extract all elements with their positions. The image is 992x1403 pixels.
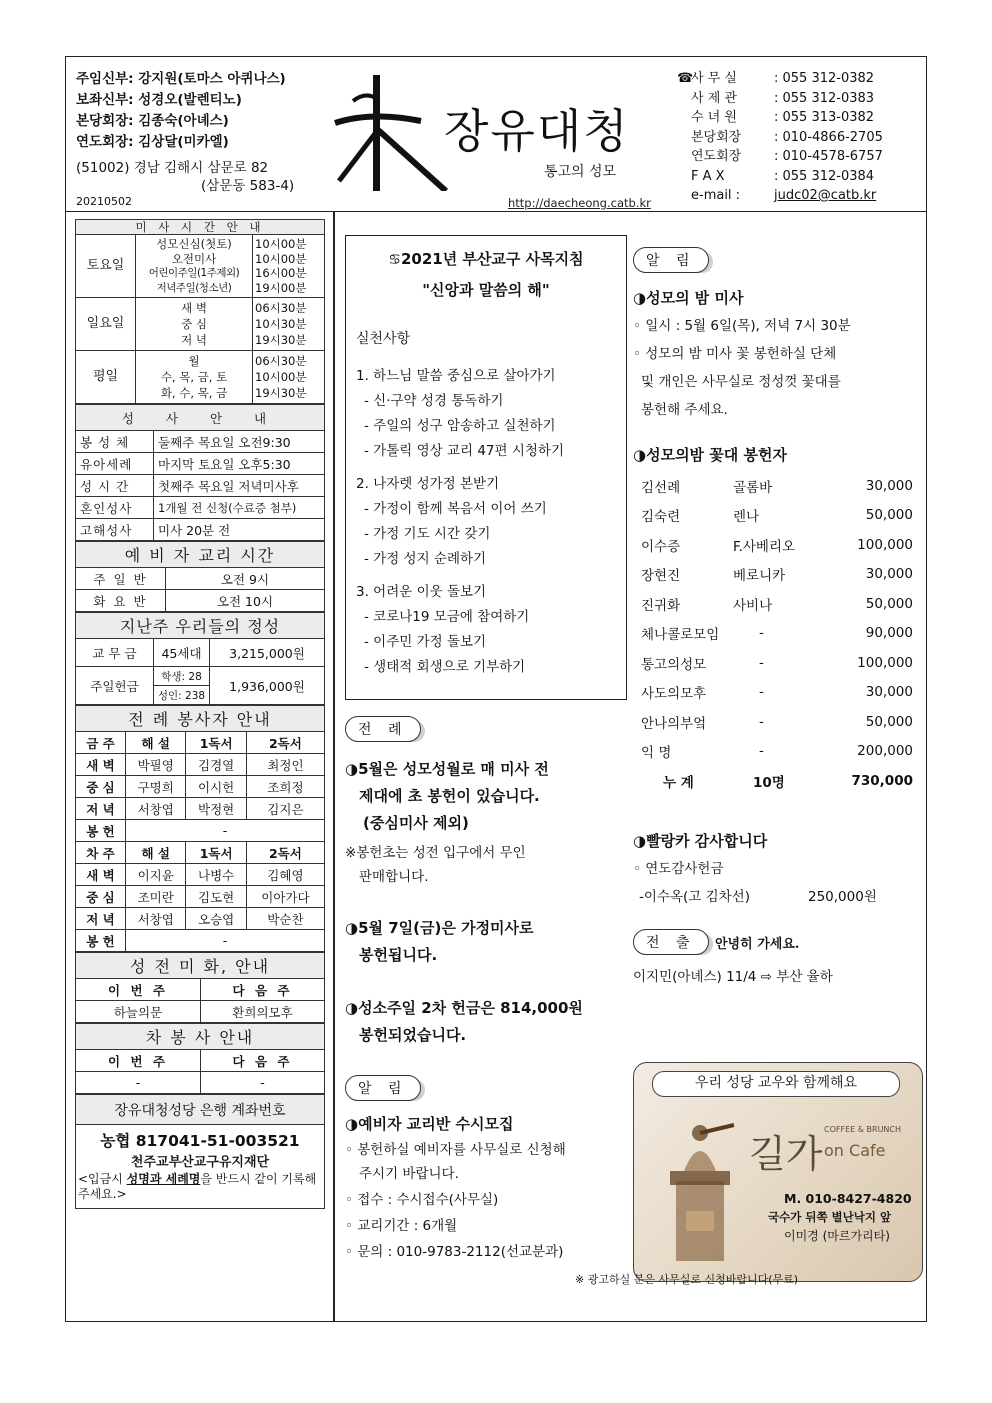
- tea-head: 다 음 주: [201, 1050, 325, 1072]
- tithe-amount: 3,215,000원: [210, 639, 325, 667]
- donor-name: 안나의부엌: [641, 715, 707, 732]
- minister-name: 구명희: [126, 776, 186, 798]
- donor-baptism: 렌나: [733, 509, 760, 526]
- minister-name: 이아가다: [246, 886, 324, 908]
- offering-title: 지난주 우리들의 정성: [76, 613, 325, 639]
- pastoral-item: - 신·구약 성경 통독하기: [364, 393, 504, 409]
- flowers-table: [75, 952, 325, 1023]
- cafe-tagline: COFFEE & BRUNCH: [824, 1125, 902, 1134]
- donor-amount: 90,000: [865, 625, 913, 642]
- pastoral-item: 3. 어려운 이웃 돌보기: [356, 584, 487, 600]
- catechumen-label: 화 요 반: [76, 590, 166, 612]
- minister-name: 이지윤: [126, 864, 186, 886]
- minister-head: 차 주: [76, 842, 126, 864]
- mass-time: 10시30분: [255, 317, 307, 331]
- pastoral-item: - 이주민 가정 돌보기: [364, 634, 487, 650]
- minister-name: 최정인: [246, 754, 324, 776]
- contact-value: : 010-4578-6757: [774, 149, 883, 164]
- minister-mass: 저 녁: [76, 908, 126, 930]
- sacrament-value: 마지막 토요일 오후5:30: [154, 453, 325, 475]
- donor-amount: 50,000: [865, 713, 913, 730]
- minister-head: 1독서: [186, 842, 246, 864]
- right-column: [633, 247, 923, 991]
- pastoral-item: 1. 하느님 말씀 중심으로 살아가기: [356, 368, 556, 384]
- liturgy-notice: ◑5월은 성모성월로 매 미사 전: [345, 760, 549, 778]
- mass-name: 저 녁: [181, 333, 207, 347]
- parishioner-ad: [633, 1062, 923, 1282]
- sacrament-table: [75, 404, 325, 541]
- address: [76, 159, 294, 195]
- donor-sum-count: 10명: [753, 774, 785, 791]
- transfer-line: 이지민(아녜스) 11/4 ⇨ 부산 율하: [633, 968, 833, 985]
- minister-name: -: [126, 820, 325, 842]
- donor-amount: 50,000: [865, 595, 913, 612]
- liturgy-notice: ◑5월 7일(금)은 가정미사로: [345, 919, 534, 937]
- bulletin-page: [65, 56, 927, 1322]
- thanks-amount: 250,000원: [808, 888, 877, 905]
- donor-table: [641, 471, 913, 796]
- minister-head: 해 설: [126, 842, 186, 864]
- note-part: <입금시: [78, 1172, 127, 1186]
- bulletin-subtitle: 통고의 성모: [544, 164, 617, 180]
- recruit-line: ◦ 접수 : 수시접수(사무실): [345, 1192, 499, 1208]
- sacrament-label: 고해성사: [76, 519, 154, 541]
- donor-baptism: -: [759, 743, 764, 760]
- minister-mass: 봉 헌: [76, 930, 126, 952]
- tea-title: 차 봉 사 안내: [76, 1024, 325, 1050]
- note-part: 을 반드시 같이 기록해 주세요.>: [78, 1172, 317, 1201]
- mass-name: 어린이주일(1주제외): [148, 267, 240, 279]
- flowers-value: 하늘의문: [76, 1001, 201, 1023]
- ministers-title: 전 례 봉사자 안내: [76, 706, 325, 732]
- address-line2: (삼문동 583-4): [201, 178, 295, 194]
- liturgy-notice: (중심미사 제외): [363, 814, 469, 832]
- sunday-offering-amount: 1,936,000원: [210, 667, 325, 705]
- liturgy-notice: ◑성소주일 2차 헌금은 814,000원: [345, 999, 583, 1017]
- coffee-grinder-icon: [654, 1111, 744, 1271]
- donor-baptism: -: [759, 654, 764, 671]
- donor-baptism: 골롬바: [733, 479, 773, 496]
- minister-mass: 봉 헌: [76, 820, 126, 842]
- mass-time: 06시30분: [255, 354, 307, 368]
- farewell-text: 안녕히 가세요.: [715, 936, 800, 952]
- mass-names: [136, 298, 253, 351]
- donor-name: 이수증: [641, 538, 681, 555]
- minister-head: 2독서: [246, 732, 324, 754]
- flowers-title: 성 전 미 화, 안내: [76, 953, 325, 979]
- contact-key: F A X: [691, 168, 725, 184]
- donor-name: 김선례: [641, 479, 681, 496]
- sacrament-label: 성 시 간: [76, 475, 154, 497]
- cafe-location: 국수가 뒤쪽 별난낙지 앞: [768, 1210, 892, 1224]
- tea-head: 이 번 주: [76, 1050, 201, 1072]
- issue-date: 20210502: [76, 195, 132, 208]
- note-emphasis: 성명과 세례명: [126, 1172, 201, 1186]
- sacrament-value: 미사 20분 전: [154, 519, 325, 541]
- donor-name: 통고의성모: [641, 656, 707, 673]
- minister-name: 서창엽: [126, 908, 186, 930]
- contact-key: 본당회장: [691, 129, 742, 145]
- bank-title: 장유대청성당 은행 계좌번호: [76, 1095, 325, 1125]
- mass-time: 10시00분: [255, 237, 307, 251]
- bank-organization: 천주교부산교구유지재단: [130, 1155, 270, 1170]
- pastoral-item: - 주일의 성구 암송하고 실천하기: [364, 418, 556, 434]
- tithe-label: 교 무 금: [76, 639, 154, 667]
- donor-amount: 50,000: [865, 507, 913, 524]
- ministers-table: [75, 705, 325, 952]
- donor-name: 김숙련: [641, 509, 681, 526]
- pastoral-guideline-box: [345, 235, 627, 700]
- donor-amount: 100,000: [857, 654, 913, 671]
- donor-sum-label: 누 계: [663, 774, 694, 791]
- pastoral-title-text: 2021년 부산교구 사목지침: [400, 250, 584, 268]
- tea-table: [75, 1023, 325, 1094]
- sacrament-title: 성 사 안 내: [76, 405, 325, 431]
- contact-value: : 055 312-0384: [774, 168, 875, 184]
- middle-column: [345, 235, 627, 1264]
- email-link[interactable]: judc02@catb.kr: [774, 188, 877, 203]
- donor-amount: 30,000: [865, 477, 913, 494]
- phone-icon: ☎: [677, 71, 694, 86]
- sunday-offering-label: 주일헌금: [76, 667, 154, 705]
- thanks-donor-row: [633, 883, 923, 911]
- donor-name: 장현진: [641, 568, 681, 585]
- sacrament-value: 1개월 전 신청(수료증 첨부): [154, 497, 325, 519]
- mass-time: 19시30분: [255, 333, 307, 347]
- donor-sum-amount: 730,000: [851, 772, 913, 789]
- bank-account: 농협 817041-51-003521: [100, 1132, 300, 1150]
- tea-value: -: [76, 1072, 201, 1094]
- catechumen-table: [75, 541, 325, 612]
- mass-names: [136, 351, 253, 404]
- donor-baptism: F.사베리오: [733, 538, 796, 555]
- mass-name: 오전미사: [171, 251, 217, 266]
- donor-amount: 200,000: [857, 743, 913, 760]
- mass-name: 중 심: [181, 317, 207, 331]
- mass-time: 16시00분: [255, 266, 307, 280]
- mass-time: 19시30분: [255, 386, 307, 400]
- bank-table: [75, 1094, 325, 1125]
- minister-name: 김혜영: [246, 864, 324, 886]
- donor-baptism: -: [759, 713, 764, 730]
- notice1-title: ◑성모의 밤 미사: [633, 289, 744, 307]
- clergy-list: [76, 69, 294, 195]
- donor-baptism: -: [759, 684, 764, 701]
- pastoral-theme: "신앙과 말씀의 해": [422, 281, 550, 299]
- notice1-line: 및 개인은 사무실로 정성껏 꽃대를: [641, 374, 841, 390]
- minister-name: 나병수: [186, 864, 246, 886]
- mass-time: 19시00분: [255, 280, 307, 295]
- liturgy-pill-label: 전 례: [345, 716, 421, 742]
- bulletin-title: 장유대청: [444, 104, 630, 158]
- pastoral-item: - 가정 기도 시간 갖기: [364, 526, 491, 542]
- sacrament-label: 혼인성사: [76, 497, 154, 519]
- pastoral-item: - 가톨릭 영상 교리 47편 시청하기: [364, 443, 564, 459]
- minister-name: 조희정: [246, 776, 324, 798]
- contact-key: 수 녀 원: [691, 110, 737, 125]
- sacrament-value: 첫째주 목요일 저녁미사후: [154, 475, 325, 497]
- recruit-line: ◦ 문의 : 010-9783-2112(선교분과): [345, 1244, 564, 1260]
- contact-key: 연도회장: [691, 149, 742, 164]
- recruit-line: ◦ 봉헌하실 예비자를 사무실로 신청해: [345, 1142, 566, 1158]
- minister-mass: 새 벽: [76, 754, 126, 776]
- adult-count: 성인: 238: [154, 686, 210, 705]
- donor-amount: 100,000: [857, 536, 913, 553]
- left-column: [75, 219, 325, 1209]
- minister-mass: 새 벽: [76, 864, 126, 886]
- cafe-owner: 이미경 (마르가리타): [784, 1229, 890, 1243]
- minister-name: 박정현: [186, 798, 246, 820]
- liturgy-note: ※봉헌초는 성전 입구에서 무인: [345, 845, 526, 861]
- catechumen-recruit: [345, 1111, 627, 1264]
- tithe-count: 45세대: [154, 639, 210, 667]
- mass-schedule-table: [75, 219, 325, 404]
- minister-name: 이시헌: [186, 776, 246, 798]
- contact-key: 사 제 관: [691, 90, 737, 106]
- flowers-head: 다 음 주: [201, 979, 325, 1001]
- pastoral-item: 2. 나자렛 성가정 본받기: [356, 476, 500, 492]
- minister-mass: 중 심: [76, 776, 126, 798]
- pastoral-item: - 가정 성지 순례하기: [364, 551, 487, 567]
- contact-list: [677, 69, 883, 206]
- minister-head: 해 설: [126, 732, 186, 754]
- mass-day-label: 평일: [76, 351, 136, 404]
- website-link[interactable]: http://daecheong.catb.kr: [508, 196, 651, 210]
- mass-time: 10시00분: [255, 251, 307, 266]
- mass-time: 06시30분: [255, 301, 307, 315]
- liturgy-pill: [345, 716, 627, 748]
- contact-value: : 055 313-0382: [774, 110, 875, 125]
- mass-time: 10시00분: [255, 370, 307, 384]
- thanks-donor: -이수옥(고 김차선): [639, 888, 750, 905]
- sacrament-value: 둘째주 목요일 오전9:30: [154, 431, 325, 453]
- mass-times: [253, 235, 325, 298]
- mass-day-label: 일요일: [76, 298, 136, 351]
- mass-times: [253, 351, 325, 404]
- pastoral-item: - 생태적 회생으로 기부하기: [364, 659, 526, 675]
- notice1-line: 봉헌해 주세요.: [641, 402, 728, 418]
- pastoral-title: [356, 248, 616, 269]
- clergy-pastor: 주임신부: 강지원(토마스 아퀴나스): [76, 71, 286, 87]
- pastoral-subtitle: 실천사항: [356, 331, 411, 347]
- mass-day-label: 토요일: [76, 235, 136, 298]
- tea-value: -: [201, 1072, 325, 1094]
- notice2-pill: [345, 1075, 627, 1107]
- liturgy-notices: [345, 756, 627, 1049]
- liturgy-note: 판매합니다.: [359, 869, 429, 885]
- minister-name: -: [126, 930, 325, 952]
- catechumen-time: 오전 9시: [166, 568, 325, 590]
- cafe-name: on Cafe: [824, 1141, 886, 1160]
- minister-mass: 저 녁: [76, 798, 126, 820]
- minister-name: 조미란: [126, 886, 186, 908]
- offering-table: [75, 612, 325, 705]
- sacrament-label: 유아세례: [76, 453, 154, 475]
- notice2-pill-label: 알 림: [345, 1075, 421, 1101]
- email-label: e-mail :: [691, 188, 741, 203]
- cafe-logo: 길가: [749, 1132, 823, 1176]
- donor-amount: 30,000: [865, 684, 913, 701]
- recruit-line: 주시기 바랍니다.: [359, 1166, 459, 1182]
- ad-note: ※ 광고하실 분은 사무실로 신청바랍니다(무료): [575, 1273, 799, 1286]
- sacrament-label: 봉 성 체: [76, 431, 154, 453]
- bank-info: [75, 1125, 325, 1209]
- minister-name: 오승엽: [186, 908, 246, 930]
- donor-name: 사도의모후: [641, 686, 707, 703]
- donor-baptism: 베로니카: [733, 568, 786, 585]
- thanks-line: ◦ 연도감사헌금: [633, 860, 724, 877]
- student-count: 학생: 28: [154, 667, 210, 686]
- notice1-line: ◦ 일시 : 5월 6일(목), 저녁 7시 30분: [633, 318, 851, 334]
- donor-name: 진귀화: [641, 597, 681, 614]
- mass-name: 저녁주일(청소년): [156, 281, 232, 294]
- mass-name: 화, 수, 목, 금: [160, 386, 228, 400]
- clergy-assistant: 보좌신부: 성경오(발렌티노): [76, 92, 242, 108]
- mass-names: [136, 235, 253, 298]
- ad-title: 우리 성당 교우와 함께해요: [652, 1071, 900, 1097]
- minister-name: 박필영: [126, 754, 186, 776]
- pastoral-item: - 가정이 함께 복음서 이어 쓰기: [364, 501, 547, 517]
- header: [66, 57, 926, 212]
- liturgy-notice: 제대에 초 봉헌이 있습니다.: [359, 787, 540, 805]
- donor-amount: 30,000: [865, 566, 913, 583]
- catechumen-label: 주 일 반: [76, 568, 166, 590]
- donor-title: ◑성모의밤 꽃대 봉헌자: [633, 446, 787, 464]
- contact-value: : 010-4866-2705: [774, 129, 883, 145]
- cafe-phone: M. 010-8427-4820: [784, 1191, 912, 1206]
- notice1-pill-label: 알 림: [633, 247, 709, 273]
- recruit-title: ◑예비자 교리반 수시모집: [345, 1115, 514, 1133]
- mass-name: 새 벽: [181, 301, 207, 315]
- address-line1: (51002) 경남 김해시 삼문로 82: [76, 160, 269, 176]
- bank-note: [78, 1172, 322, 1202]
- minister-head: 2독서: [246, 842, 324, 864]
- minister-mass: 중 심: [76, 886, 126, 908]
- donor-baptism: 사비나: [733, 597, 773, 614]
- liturgy-notice: 봉헌됩니다.: [359, 946, 438, 964]
- pastoral-item: - 코로나19 모금에 참여하기: [364, 609, 530, 625]
- minister-head: 1독서: [186, 732, 246, 754]
- catechumen-title: 예 비 자 교리 시간: [76, 542, 325, 568]
- clergy-president: 본당회장: 김종숙(아녜스): [76, 113, 229, 129]
- contact-value: : 055 312-0382: [774, 71, 875, 86]
- minister-name: 박순찬: [246, 908, 324, 930]
- contact-key: 사 무 실: [691, 71, 737, 86]
- thanks-title: ◑빨랑카 감사합니다: [633, 831, 768, 850]
- mass-name: 성모신심(첫토): [156, 237, 232, 251]
- minister-name: 김도현: [186, 886, 246, 908]
- transfer-pill-label: 전 출: [633, 929, 709, 955]
- recruit-line: ◦ 교리기간 : 6개월: [345, 1218, 458, 1234]
- flowers-head: 이 번 주: [76, 979, 201, 1001]
- clergy-yeondo: 연도회장: 김상달(미카엘): [76, 134, 229, 150]
- catechumen-time: 오전 10시: [166, 590, 325, 612]
- minister-name: 김지은: [246, 798, 324, 820]
- diocese-logo-icon: ♋: [388, 252, 401, 268]
- minister-head: 금 주: [76, 732, 126, 754]
- notice1-pill: [633, 247, 923, 279]
- pastoral-list: [356, 364, 616, 680]
- mass-name: 수, 목, 금, 토: [160, 370, 228, 384]
- mass-times: [253, 298, 325, 351]
- contact-value: : 055 312-0383: [774, 90, 875, 106]
- transfer-pill: [633, 929, 923, 961]
- donor-baptism: -: [759, 625, 764, 642]
- column-divider: [333, 212, 335, 1322]
- notice1-line: ◦ 성모의 밤 미사 꽃 봉헌하실 단체: [633, 346, 837, 362]
- donor-name: 체나콜로모임: [641, 627, 720, 644]
- minister-name: 김경열: [186, 754, 246, 776]
- flowers-value: 환희의모후: [201, 1001, 325, 1023]
- liturgy-notice: 봉헌되었습니다.: [359, 1026, 467, 1044]
- minister-name: 서창엽: [126, 798, 186, 820]
- mass-name: 월: [188, 354, 200, 368]
- mass-schedule-title: 미 사 시 간 안 내: [76, 220, 325, 235]
- donor-name: 익 명: [641, 745, 672, 762]
